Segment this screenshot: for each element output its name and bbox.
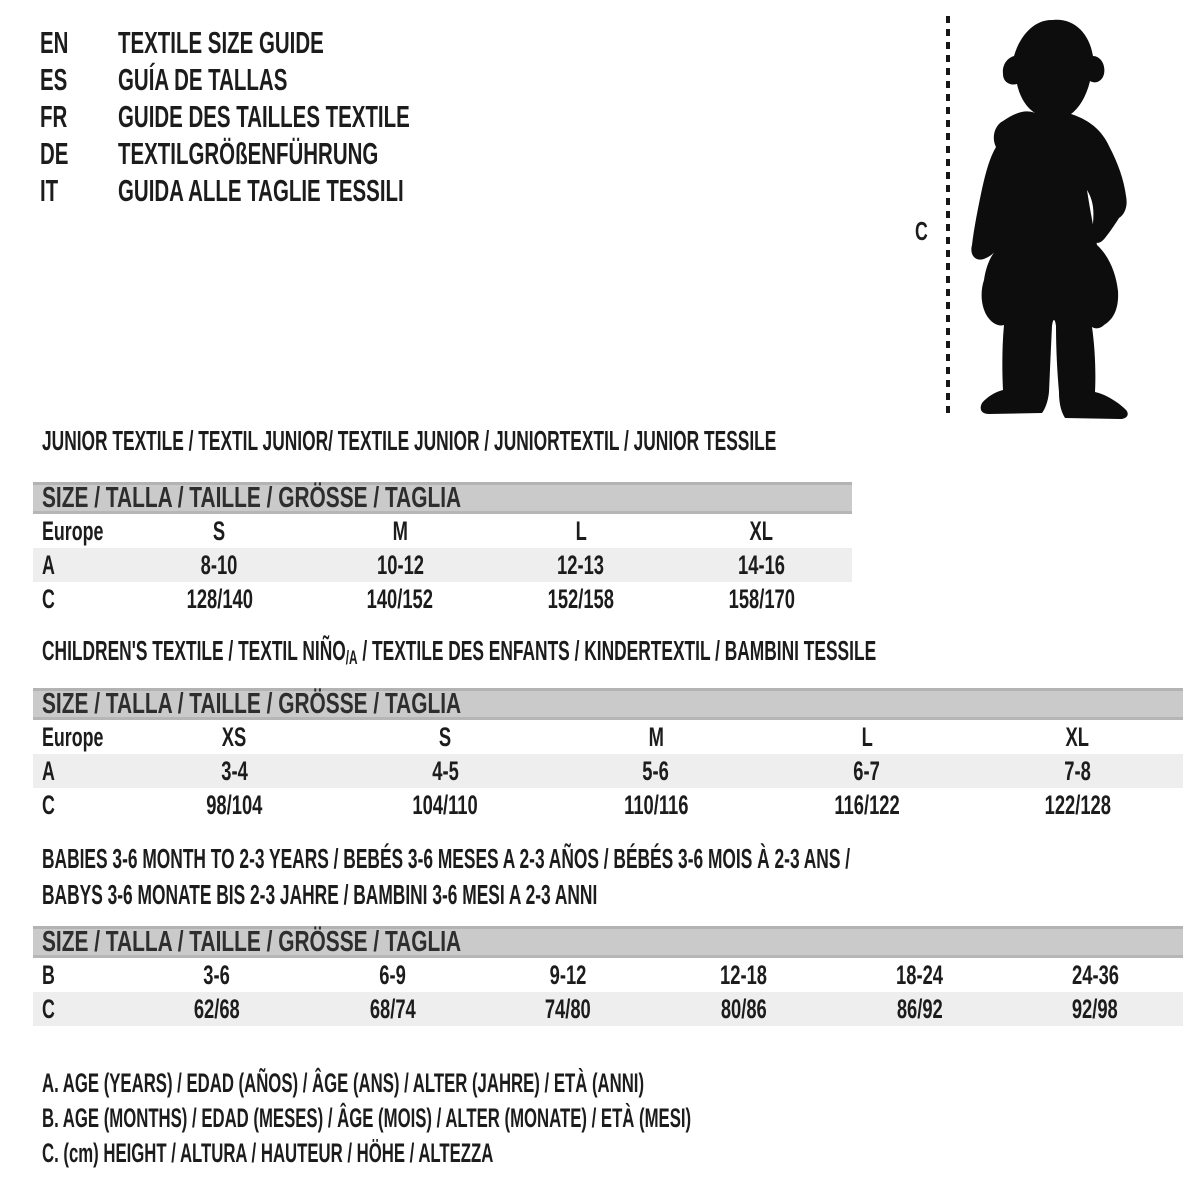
legend	[42, 1068, 1089, 1173]
row-label: Europe	[42, 515, 104, 546]
heading-subscript: /A	[345, 648, 358, 669]
table-row	[33, 788, 1183, 822]
table-cell: 9-12	[549, 959, 587, 990]
table-cell: 116/122	[834, 789, 900, 820]
language-code: FR	[40, 99, 68, 134]
language-code: EN	[40, 25, 69, 60]
junior-size-table	[33, 482, 852, 616]
height-measure-dashed-line	[946, 16, 950, 416]
row-label: C	[42, 789, 55, 820]
legend-line-height-cm: C. (cm) HEIGHT / ALTURA / HAUTEUR / HÖHE / ALTEZZA	[42, 1138, 494, 1168]
table-cell: 3-4	[221, 755, 248, 786]
table-cell: 92/98	[1072, 993, 1119, 1024]
language-row	[40, 62, 560, 97]
table-cell: 86/92	[896, 993, 943, 1024]
table-cell: 6-7	[853, 755, 881, 786]
table-cell: 74/80	[545, 993, 592, 1024]
table-cell: L	[861, 721, 873, 752]
table-cell: XS	[222, 721, 247, 752]
table-cell: 62/68	[193, 993, 240, 1024]
guide-title: GUÍA DE TALLAS	[118, 62, 288, 97]
junior-section-heading: JUNIOR TEXTILE / TEXTIL JUNIOR/ TEXTILE JUNIOR / JUNIORTEXTIL / JUNIOR TESSILE	[42, 425, 777, 456]
table-cell: 14-16	[738, 549, 786, 580]
babies-section-heading	[42, 844, 1200, 916]
guide-title: TEXTILE SIZE GUIDE	[118, 25, 324, 60]
guide-title: GUIDE DES TAILLES TEXTILE	[118, 99, 410, 134]
table-row	[33, 958, 1183, 992]
size-header-bar: SIZE / TALLA / TAILLE / GRÖSSE / TAGLIA	[33, 688, 1183, 720]
language-code: IT	[40, 173, 59, 208]
table-cell: S	[213, 515, 226, 546]
table-cell: 6-9	[379, 959, 406, 990]
table-cell: 7-8	[1064, 755, 1091, 786]
legend-line-age-months: B. AGE (MONTHS) / EDAD (MESES) / ÂGE (MOIS) / ALTER (MONATE) / ETÀ (MESI)	[42, 1103, 692, 1133]
language-row	[40, 136, 560, 171]
table-cell: 10-12	[376, 549, 424, 580]
table-cell: XL	[749, 515, 774, 546]
table-cell: 24-36	[1071, 959, 1119, 990]
table-cell: L	[575, 515, 587, 546]
babies-heading-line: BABYS 3-6 MONATE BIS 2-3 JAHRE / BAMBINI 3-6 MESI A 2-3 ANNI	[42, 879, 598, 910]
table-row	[33, 582, 852, 616]
size-header-bar: SIZE / TALLA / TAILLE / GRÖSSE / TAGLIA	[33, 482, 852, 514]
language-code: ES	[40, 62, 68, 97]
size-header-bar: SIZE / TALLA / TAILLE / GRÖSSE / TAGLIA	[33, 926, 1183, 958]
babies-heading-line: BABIES 3-6 MONTH TO 2-3 YEARS / BEBÉS 3-6 MESES A 2-3 AÑOS / BÉBÉS 3-6 MOIS À 2-3 ANS /	[42, 843, 851, 874]
language-row	[40, 99, 560, 134]
table-cell: 12-13	[557, 549, 605, 580]
table-row	[33, 720, 1183, 754]
children-section-heading: CHILDREN'S TEXTILE / TEXTIL NIÑO/A / TEXTILE DES ENFANTS / KINDERTEXTIL / BAMBINI TESSILE	[42, 635, 877, 669]
language-title-list	[40, 25, 560, 215]
table-cell: 104/110	[412, 789, 478, 820]
table-cell: 152/158	[547, 583, 615, 614]
table-cell: 128/140	[186, 583, 253, 614]
table-row	[33, 548, 852, 582]
children-size-table	[33, 688, 1183, 822]
row-label: A	[42, 755, 55, 786]
language-row	[40, 173, 560, 208]
table-cell: XL	[1065, 721, 1090, 752]
language-row	[40, 25, 560, 60]
table-cell: 3-6	[203, 959, 231, 990]
table-cell: 5-6	[642, 755, 670, 786]
row-label: A	[42, 549, 55, 580]
row-label: C	[42, 583, 55, 614]
language-code: DE	[40, 136, 69, 171]
table-cell: 122/128	[1044, 789, 1111, 820]
table-cell: 12-18	[720, 959, 768, 990]
table-cell: S	[439, 721, 452, 752]
babies-size-table	[33, 926, 1183, 1026]
legend-line-age-years: A. AGE (YEARS) / EDAD (AÑOS) / ÂGE (ANS) / ALTER (JAHRE) / ETÀ (ANNI)	[42, 1068, 645, 1098]
row-label: C	[42, 993, 55, 1024]
table-cell: 140/152	[366, 583, 434, 614]
row-label: B	[42, 959, 55, 990]
table-row	[33, 514, 852, 548]
guide-title: TEXTILGRÖßENFÜHRUNG	[118, 136, 379, 171]
table-cell: 8-10	[200, 549, 238, 580]
table-cell: 98/104	[206, 789, 263, 820]
table-cell: M	[648, 721, 664, 752]
table-row	[33, 992, 1183, 1026]
table-cell: 4-5	[431, 755, 459, 786]
table-cell: 158/170	[728, 583, 795, 614]
table-cell: 68/74	[369, 993, 416, 1024]
row-label: Europe	[42, 721, 104, 752]
table-cell: 80/86	[720, 993, 767, 1024]
guide-title: GUIDA ALLE TAGLIE TESSILI	[118, 173, 404, 208]
table-cell: 18-24	[896, 959, 943, 990]
table-cell: M	[392, 515, 408, 546]
table-row	[33, 754, 1183, 788]
toddler-silhouette-icon	[953, 10, 1153, 420]
table-cell: 110/116	[623, 789, 689, 820]
height-measure-label: C	[915, 216, 928, 246]
